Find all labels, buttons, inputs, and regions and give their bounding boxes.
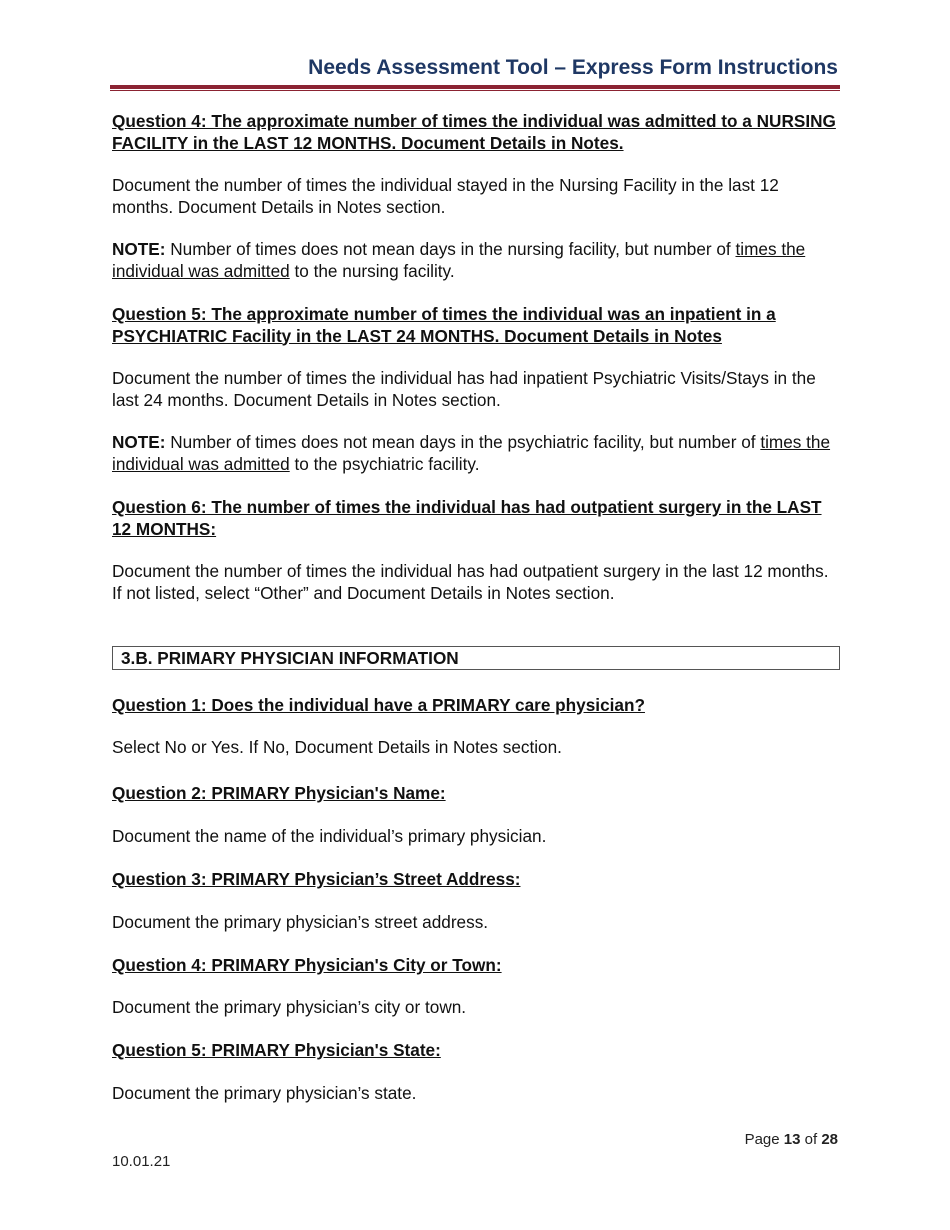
physician-question-2-body: Document the name of the individual’s primary physician. <box>112 826 547 846</box>
header-rule-thick <box>110 85 840 89</box>
physician-question-4-heading: Question 4: PRIMARY Physician's City or Town: <box>112 955 502 975</box>
physician-question-2-heading: Question 2: PRIMARY Physician's Name: <box>112 783 446 803</box>
page-of: of <box>800 1131 822 1148</box>
footer-date: 10.01.21 <box>112 1153 171 1170</box>
page-header-title: Needs Assessment Tool – Express Form Instructions <box>308 56 838 79</box>
question-6-surgery-heading: Question 6: The number of times the individual has had outpatient surgery in the LAST 12 MONTHS: <box>112 497 822 539</box>
physician-question-4-body: Document the primary physician’s city or town. <box>112 997 467 1017</box>
note-underlined-text: times the individual was admitted <box>112 432 831 474</box>
question-4-nursing-heading: Question 4: The approximate number of times the individual was admitted to a NURSING FACILITY in the LAST 12 MONTHS. Document Details in Notes. <box>112 111 836 153</box>
question-4-nursing-body: Document the number of times the individual stayed in the Nursing Facility in the last 12 months. Document Details in Notes section. <box>112 175 779 217</box>
note-underlined-text: times the individual was admitted <box>112 239 806 281</box>
physician-question-1-heading: Question 1: Does the individual have a PRIMARY care physician? <box>112 695 645 715</box>
physician-question-3-body: Document the primary physician’s street address. <box>112 912 489 932</box>
page-label: Page <box>744 1131 784 1148</box>
physician-question-5-body: Document the primary physician’s state. <box>112 1083 417 1103</box>
question-5-psych-heading: Question 5: The approximate number of times the individual was an inpatient in a PSYCHIATRIC Facility in the LAST 24 MONTHS. Document Details in Notes <box>112 304 776 346</box>
question-4-nursing-note <box>112 239 842 282</box>
page-current: 13 <box>783 1131 801 1148</box>
page-number <box>745 1131 838 1148</box>
note-label: NOTE: <box>112 432 166 452</box>
physician-question-1-body: Select No or Yes. If No, Document Details in Notes section. <box>112 737 562 757</box>
physician-question-3-heading: Question 3: PRIMARY Physician’s Street Address: <box>112 869 521 889</box>
header-rule-thin <box>110 90 840 91</box>
note-text: Number of times does not mean days in the nursing facility, but number of <box>165 239 736 259</box>
note-text-end: to the psychiatric facility. <box>289 453 480 474</box>
page-total: 28 <box>821 1131 838 1148</box>
question-5-psych-note <box>112 432 842 475</box>
section-3b-title: 3.B. PRIMARY PHYSICIAN INFORMATION <box>112 646 840 670</box>
note-text-end: to the nursing facility. <box>289 260 455 281</box>
note-label: NOTE: <box>112 239 166 259</box>
note-text: Number of times does not mean days in the psychiatric facility, but number of <box>165 432 761 452</box>
question-6-surgery-body: Document the number of times the individual has had outpatient surgery in the last 12 months. If not listed, select “Other” and Document Details in Notes section. <box>112 561 829 603</box>
physician-question-5-heading: Question 5: PRIMARY Physician's State: <box>112 1040 441 1060</box>
question-5-psych-body: Document the number of times the individual has had inpatient Psychiatric Visits/Stays in the last 24 months. Document Details in Notes section. <box>112 368 816 410</box>
